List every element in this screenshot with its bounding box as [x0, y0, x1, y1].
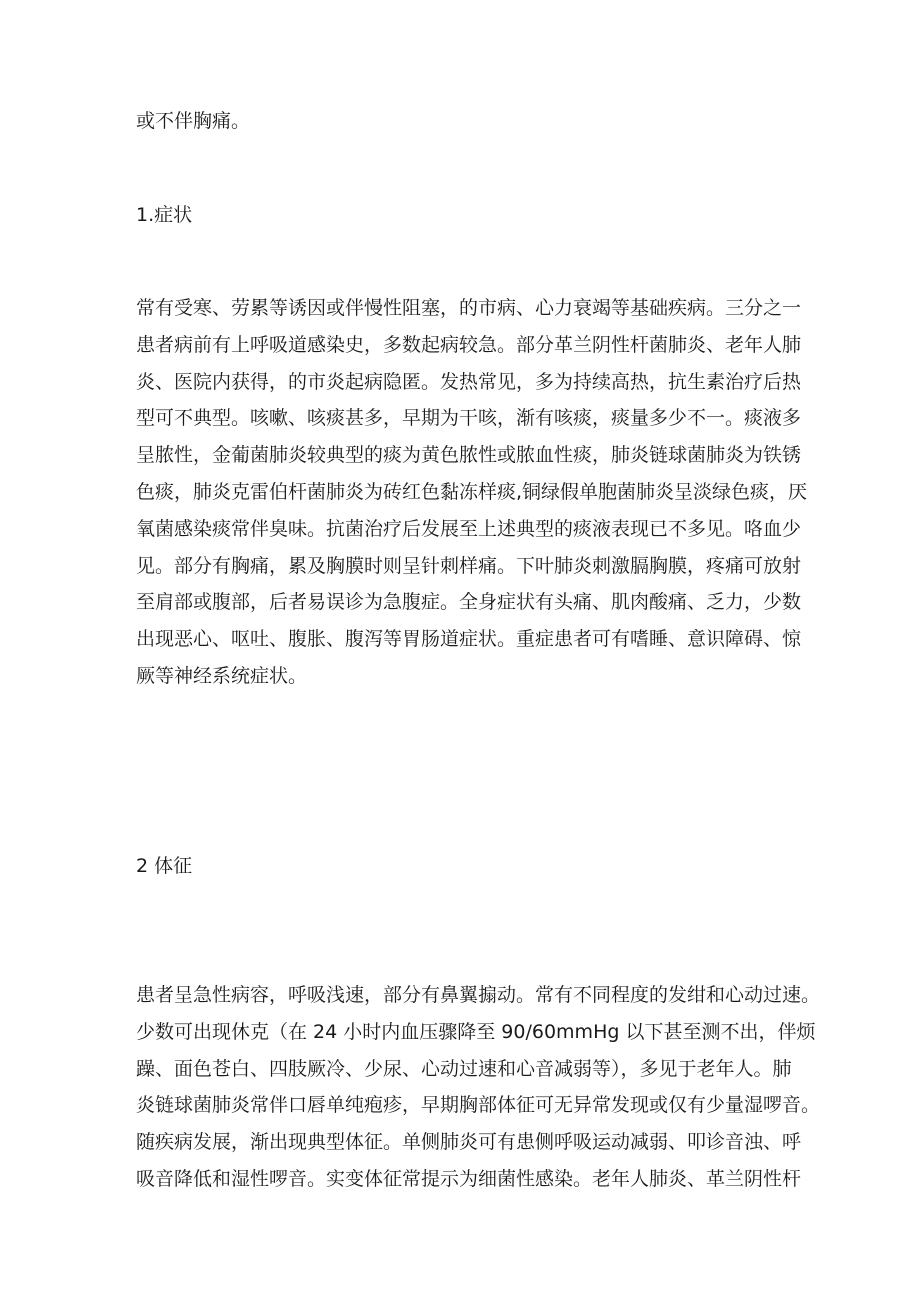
signs-paragraph	[136, 977, 821, 1198]
paragraph-line: 少数可出现休克（在 24 小时内血压骤降至 90/60mmHg 以下甚至测不出，伴烦	[136, 1020, 816, 1043]
paragraph-line: 氧菌感染痰常伴臭味。抗菌治疗后发展至上述典型的痰液表现已不多见。咯血少	[136, 517, 802, 540]
paragraph-line: 型可不典型。咳嗽、咳痰甚多，早期为干咳，渐有咳痰，痰量多少不一。痰液多	[136, 407, 802, 430]
intro-line: 或不伴胸痛。	[136, 110, 251, 132]
paragraph-line: 炎链球菌肺炎常伴口唇单纯疱疹，早期胸部体征可无异常发现或仅有少量湿啰音。	[136, 1094, 821, 1117]
paragraph-line: 患者呈急性病容，呼吸浅速，部分有鼻翼搧动。常有不同程度的发绀和心动过速。	[136, 984, 821, 1006]
paragraph-line: 至肩部或腹部，后者易误诊为急腹症。全身症状有头痛、肌肉酸痛、乏力，少数	[136, 591, 802, 614]
paragraph-line: 随疾病发展，渐出现典型体征。单侧肺炎可有患侧呼吸运动减弱、叩诊音浊、呼	[136, 1131, 802, 1154]
paragraph-line: 患者病前有上呼吸道感染史，多数起病较急。部分革兰阴性杆菌肺炎、老年人肺	[136, 333, 802, 356]
paragraph-line: 呈脓性，金葡菌肺炎较典型的痰为黄色脓性或脓血性痰，肺炎链球菌肺炎为铁锈	[136, 444, 802, 467]
section-heading-symptoms: 1.症状	[136, 204, 193, 226]
symptoms-paragraph	[136, 290, 808, 695]
paragraph-line: 吸音降低和湿性啰音。实变体征常提示为细菌性感染。老年人肺炎、革兰阴性杆	[136, 1167, 802, 1190]
paragraph-line: 出现恶心、呕吐、腹胀、腹泻等胃肠道症状。重症患者可有嗜睡、意识障碍、惊	[136, 628, 802, 651]
section-heading-signs: 2 体征	[136, 855, 193, 877]
paragraph-line: 常有受寒、劳累等诱因或伴慢性阻塞，的市病、心力衰竭等基础疾病。三分之一	[136, 297, 802, 319]
paragraph-line: 色痰，肺炎克雷伯杆菌肺炎为砖红色黏冻样痰,铜绿假单胞菌肺炎呈淡绿色痰，厌	[136, 480, 808, 503]
paragraph-line: 厥等神经系统症状。	[136, 664, 308, 687]
paragraph-line: 躁、面色苍白、四肢厥冷、少尿、心动过速和心音减弱等），多见于老年人。肺	[136, 1057, 792, 1080]
paragraph-line: 见。部分有胸痛，累及胸膜时则呈针刺样痛。下叶肺炎刺激膈胸膜，疼痛可放射	[136, 554, 802, 577]
paragraph-line: 炎、医院内获得，的市炎起病隐匿。发热常见，多为持续高热，抗生素治疗后热	[136, 370, 802, 393]
